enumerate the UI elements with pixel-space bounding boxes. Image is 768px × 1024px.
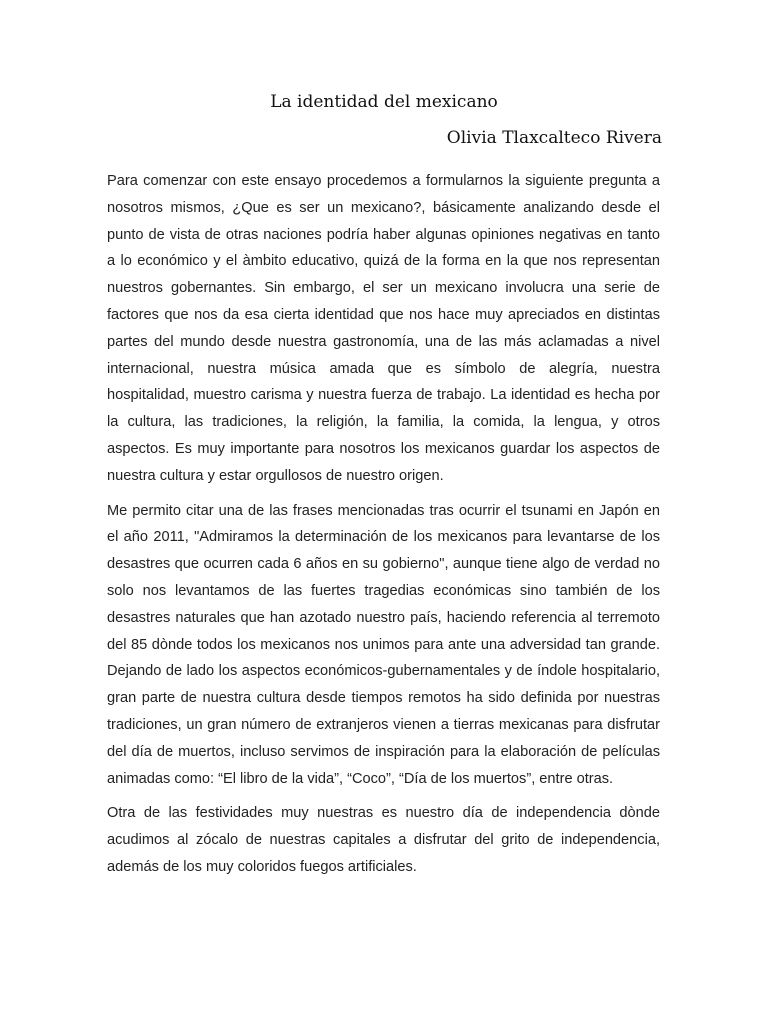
paragraph-1: Para comenzar con este ensayo procedemos a formularnos la siguiente pregunta a nosotros mismos, ¿Que es ser un mexicano?, básicamente analizando desde el punto de vista de otras naciones podría haber algunas opiniones negativas en tanto a lo económico y el àmbito educativo, quizá de la forma en la que nos representan nuestros gobernantes. Sin embargo, el ser un mexicano involucra una serie de factores que nos da esa cierta identidad que nos hace muy apreciados en distintas partes del mundo desde nuestra gastronomía, una de las más aclamadas a nivel internacional, nuestra música amada que es símbolo de alegría, nuestra hospitalidad, muestro carisma y nuestra fuerza de trabajo. La identidad es hecha por la cultura, las tradiciones, la religión, la familia, la comida, la lengua, y otros aspectos. Es muy importante para nosotros los mexicanos guardar los aspectos de nuestra cultura y estar orgullosos de nuestro origen. — [107, 173, 660, 484]
paragraph-3: Otra de las festividades muy nuestras es nuestro día de independencia dònde acudimos al zócalo de nuestras capitales a disfrutar del grito de independencia, además de los muy coloridos fuegos artificiales. — [107, 805, 660, 875]
document-author: Olivia Tlaxcalteco Rivera — [446, 128, 662, 148]
document-title: La identidad del mexicano — [270, 92, 498, 112]
paragraph-2: Me permito citar una de las frases mencionadas tras ocurrir el tsunami en Japón en el año 2011, "Admiramos la determinación de los mexicanos para levantarse de los desastres que ocurren cada 6 años en su gobierno", aunque tiene algo de verdad no solo nos levantamos de las fuertes tragedias económicas sino también de los desastres naturales que han azotado nuestro país, haciendo referencia al terremoto del 85 dònde todos los mexicanos nos unimos para ante una adversidad tan grande. Dejando de lado los aspectos económicos-gubernamentales y de índole hospitalario, gran parte de nuestra cultura desde tiempos remotos ha sido definida por nuestras tradiciones, un gran número de extranjeros vienen a tierras mexicanas para disfrutar del día de muertos, incluso servimos de inspiración para la elaboración de películas animadas como: “El libro de la vida”, “Coco”, “Día de los muertos”, entre otras. — [107, 502, 660, 787]
document-body — [107, 168, 660, 889]
